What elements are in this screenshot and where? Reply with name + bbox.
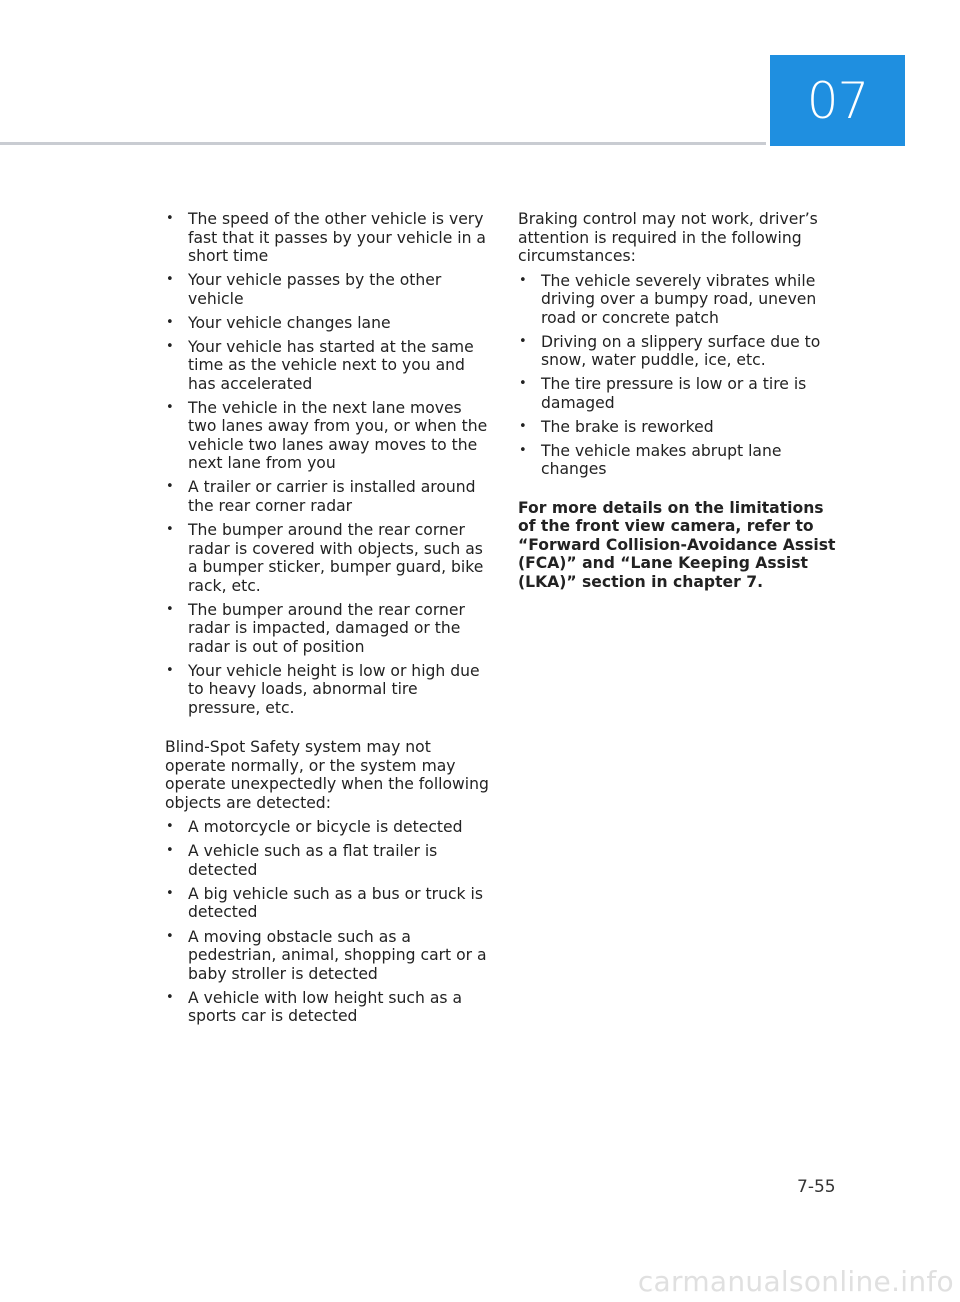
left-column <box>165 210 490 1031</box>
list-item: • The vehicle in the next lane moves two lanes away from you, or when the vehicle two lanes away moves to the next lane from you <box>165 399 490 473</box>
list-item: • Your vehicle changes lane <box>165 314 490 333</box>
left-bullet-list-1 <box>165 210 490 717</box>
right-column <box>518 210 843 591</box>
list-item: • The brake is reworked <box>518 418 843 437</box>
list-item: • Your vehicle height is low or high due to heavy loads, abnormal tire pressure, etc. <box>165 662 490 718</box>
list-item: • The bumper around the rear corner radar is covered with objects, such as a bumper sticker, bumper guard, bike rack, etc. <box>165 521 490 595</box>
list-item: • A moving obstacle such as a pedestrian, animal, shopping cart or a baby stroller is detected <box>165 928 490 984</box>
list-item: • Driving on a slippery surface due to snow, water puddle, ice, etc. <box>518 333 843 370</box>
list-item: • A vehicle with low height such as a sports car is detected <box>165 989 490 1026</box>
chapter-tab <box>770 55 905 146</box>
chapter-number: 07 <box>806 71 869 130</box>
limitations-note: For more details on the limitations of the front view camera, refer to “Forward Collision-Avoidance Assist (FCA)” and “Lane Keeping Assist (LKA)” section in chapter 7. <box>518 498 836 591</box>
right-bullet-list <box>518 272 843 479</box>
list-item: • A vehicle such as a flat trailer is detected <box>165 842 490 879</box>
braking-control-paragraph: Braking control may not work, driver’s attention is required in the following circumstances: <box>518 210 818 265</box>
page-number: 7-55 <box>797 1177 836 1197</box>
left-bullet-list-2 <box>165 818 490 1025</box>
list-item: • A motorcycle or bicycle is detected <box>165 818 490 837</box>
list-item: • The vehicle severely vibrates while driving over a bumpy road, uneven road or concrete patch <box>518 272 843 328</box>
list-item: • The vehicle makes abrupt lane changes <box>518 442 843 479</box>
list-item: • The bumper around the rear corner radar is impacted, damaged or the radar is out of position <box>165 601 490 657</box>
list-item: • A big vehicle such as a bus or truck is detected <box>165 885 490 922</box>
blind-spot-paragraph: Blind-Spot Safety system may not operate normally, or the system may operate unexpectedly when the following objects are detected: <box>165 738 489 812</box>
list-item: • A trailer or carrier is installed around the rear corner radar <box>165 478 490 515</box>
watermark: carmanualsonline.info <box>637 1265 954 1298</box>
list-item: • Your vehicle passes by the other vehicle <box>165 271 490 308</box>
list-item: • The speed of the other vehicle is very fast that it passes by your vehicle in a short time <box>165 210 490 266</box>
header-rule <box>0 142 766 145</box>
list-item: • Your vehicle has started at the same time as the vehicle next to you and has accelerated <box>165 338 490 394</box>
list-item: • The tire pressure is low or a tire is damaged <box>518 375 843 412</box>
